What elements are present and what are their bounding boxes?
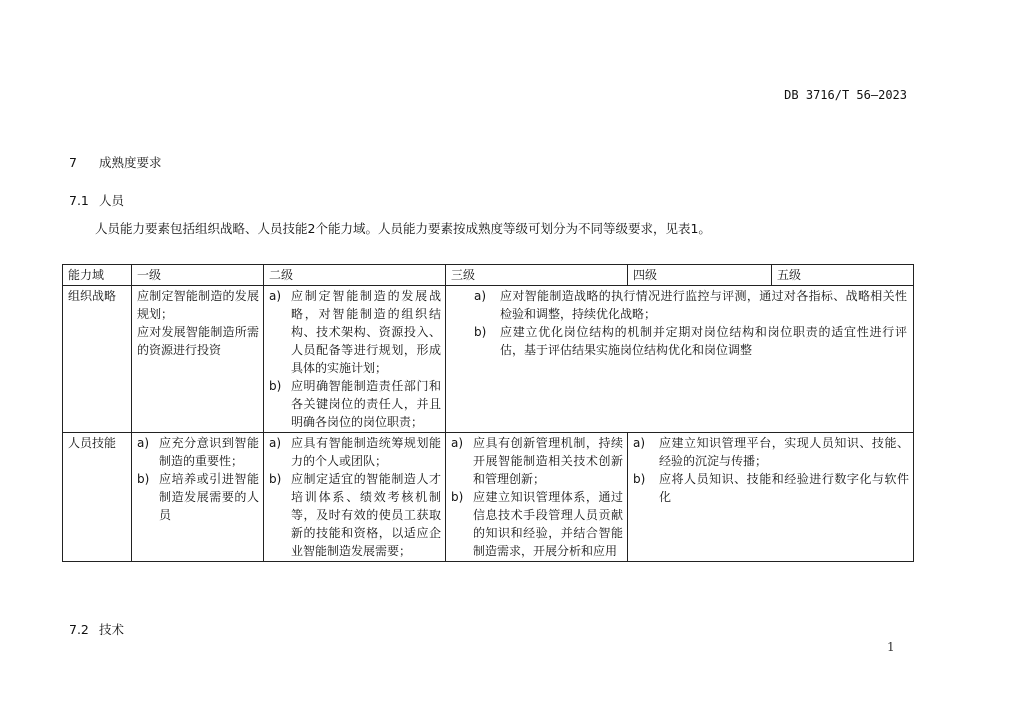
section-number: 7.1: [69, 193, 89, 208]
list-item: a) 应对智能制造战略的执行情况进行监控与评测，通过对各指标、战略相关性检验和调整，持续优化战略；: [474, 289, 907, 321]
level4-5-cell: [628, 433, 914, 562]
level1-cell: [132, 433, 264, 562]
level1-cell: [132, 286, 264, 433]
section-7-1-heading: [69, 191, 124, 209]
maturity-requirements-table: [62, 264, 914, 562]
list-item: a) 应充分意识到智能制造的重要性；: [137, 436, 259, 468]
requirement-text: 应对发展智能制造所需的资源进行投资: [137, 325, 259, 357]
requirement-text: 应制定智能制造的发展规划；: [137, 289, 259, 321]
intro-paragraph: 人员能力要素包括组织战略、人员技能2个能力域。人员能力要素按成熟度等级可划分为不同等级要求，见表1。: [95, 221, 711, 236]
list-item: b) 应培养或引进智能制造发展需要的人员: [137, 472, 259, 522]
section-number: 7: [69, 155, 77, 170]
page-number: 1: [887, 640, 895, 654]
header-cell: 能力域: [63, 265, 132, 286]
list-item: a) 应制定智能制造的发展战略，对智能制造的组织结构、技术架构、资源投入、人员配备等进行规划，形成具体的实施计划；: [269, 289, 441, 375]
list-item: b) 应将人员知识、技能和经验进行数字化与软件化: [633, 472, 909, 504]
level2-cell: [264, 286, 446, 433]
table-row: [63, 433, 914, 562]
list-item: a) 应建立知识管理平台，实现人员知识、技能、经验的沉淀与传播；: [633, 436, 909, 468]
domain-label: 人员技能: [63, 433, 132, 562]
header-cell: 二级: [264, 265, 446, 286]
domain-label: 组织战略: [63, 286, 132, 433]
list-item: b) 应建立知识管理体系，通过信息技术手段管理人员贡献的知识和经验，并结合智能制造需求，开展分析和应用: [451, 490, 623, 558]
header-cell: 五级: [772, 265, 914, 286]
list-item: b) 应建立优化岗位结构的机制并定期对岗位结构和岗位职责的适宜性进行评估，基于评估结果实施岗位结构优化和岗位调整: [474, 325, 907, 357]
section-title: 人员: [99, 193, 125, 208]
table-header-row: [63, 265, 914, 286]
section-title: 技术: [99, 622, 125, 637]
header-cell: 四级: [628, 265, 772, 286]
list-item: b) 应制定适宜的智能制造人才培训体系、绩效考核机制等，及时有效的使员工获取新的技能和资格，以适应企业智能制造发展需要；: [269, 472, 441, 558]
table-row: [63, 286, 914, 433]
level3-cell: [446, 433, 628, 562]
list-item: a) 应具有智能制造统筹规划能力的个人或团队；: [269, 436, 441, 468]
level2-cell: [264, 433, 446, 562]
list-item: b) 应明确智能制造责任部门和各关键岗位的责任人，并且明确各岗位的岗位职责；: [269, 379, 441, 429]
header-cell: 三级: [446, 265, 628, 286]
level3-5-cell: [446, 286, 914, 433]
list-item: a) 应具有创新管理机制，持续开展智能制造相关技术创新和管理创新；: [451, 436, 623, 486]
section-7-2-heading: [69, 620, 124, 638]
document-code: DB 3716/T 56—2023: [784, 88, 907, 102]
header-cell: 一级: [132, 265, 264, 286]
section-title: 成熟度要求: [99, 155, 162, 170]
section-number: 7.2: [69, 622, 89, 637]
section-7-heading: [69, 153, 162, 171]
